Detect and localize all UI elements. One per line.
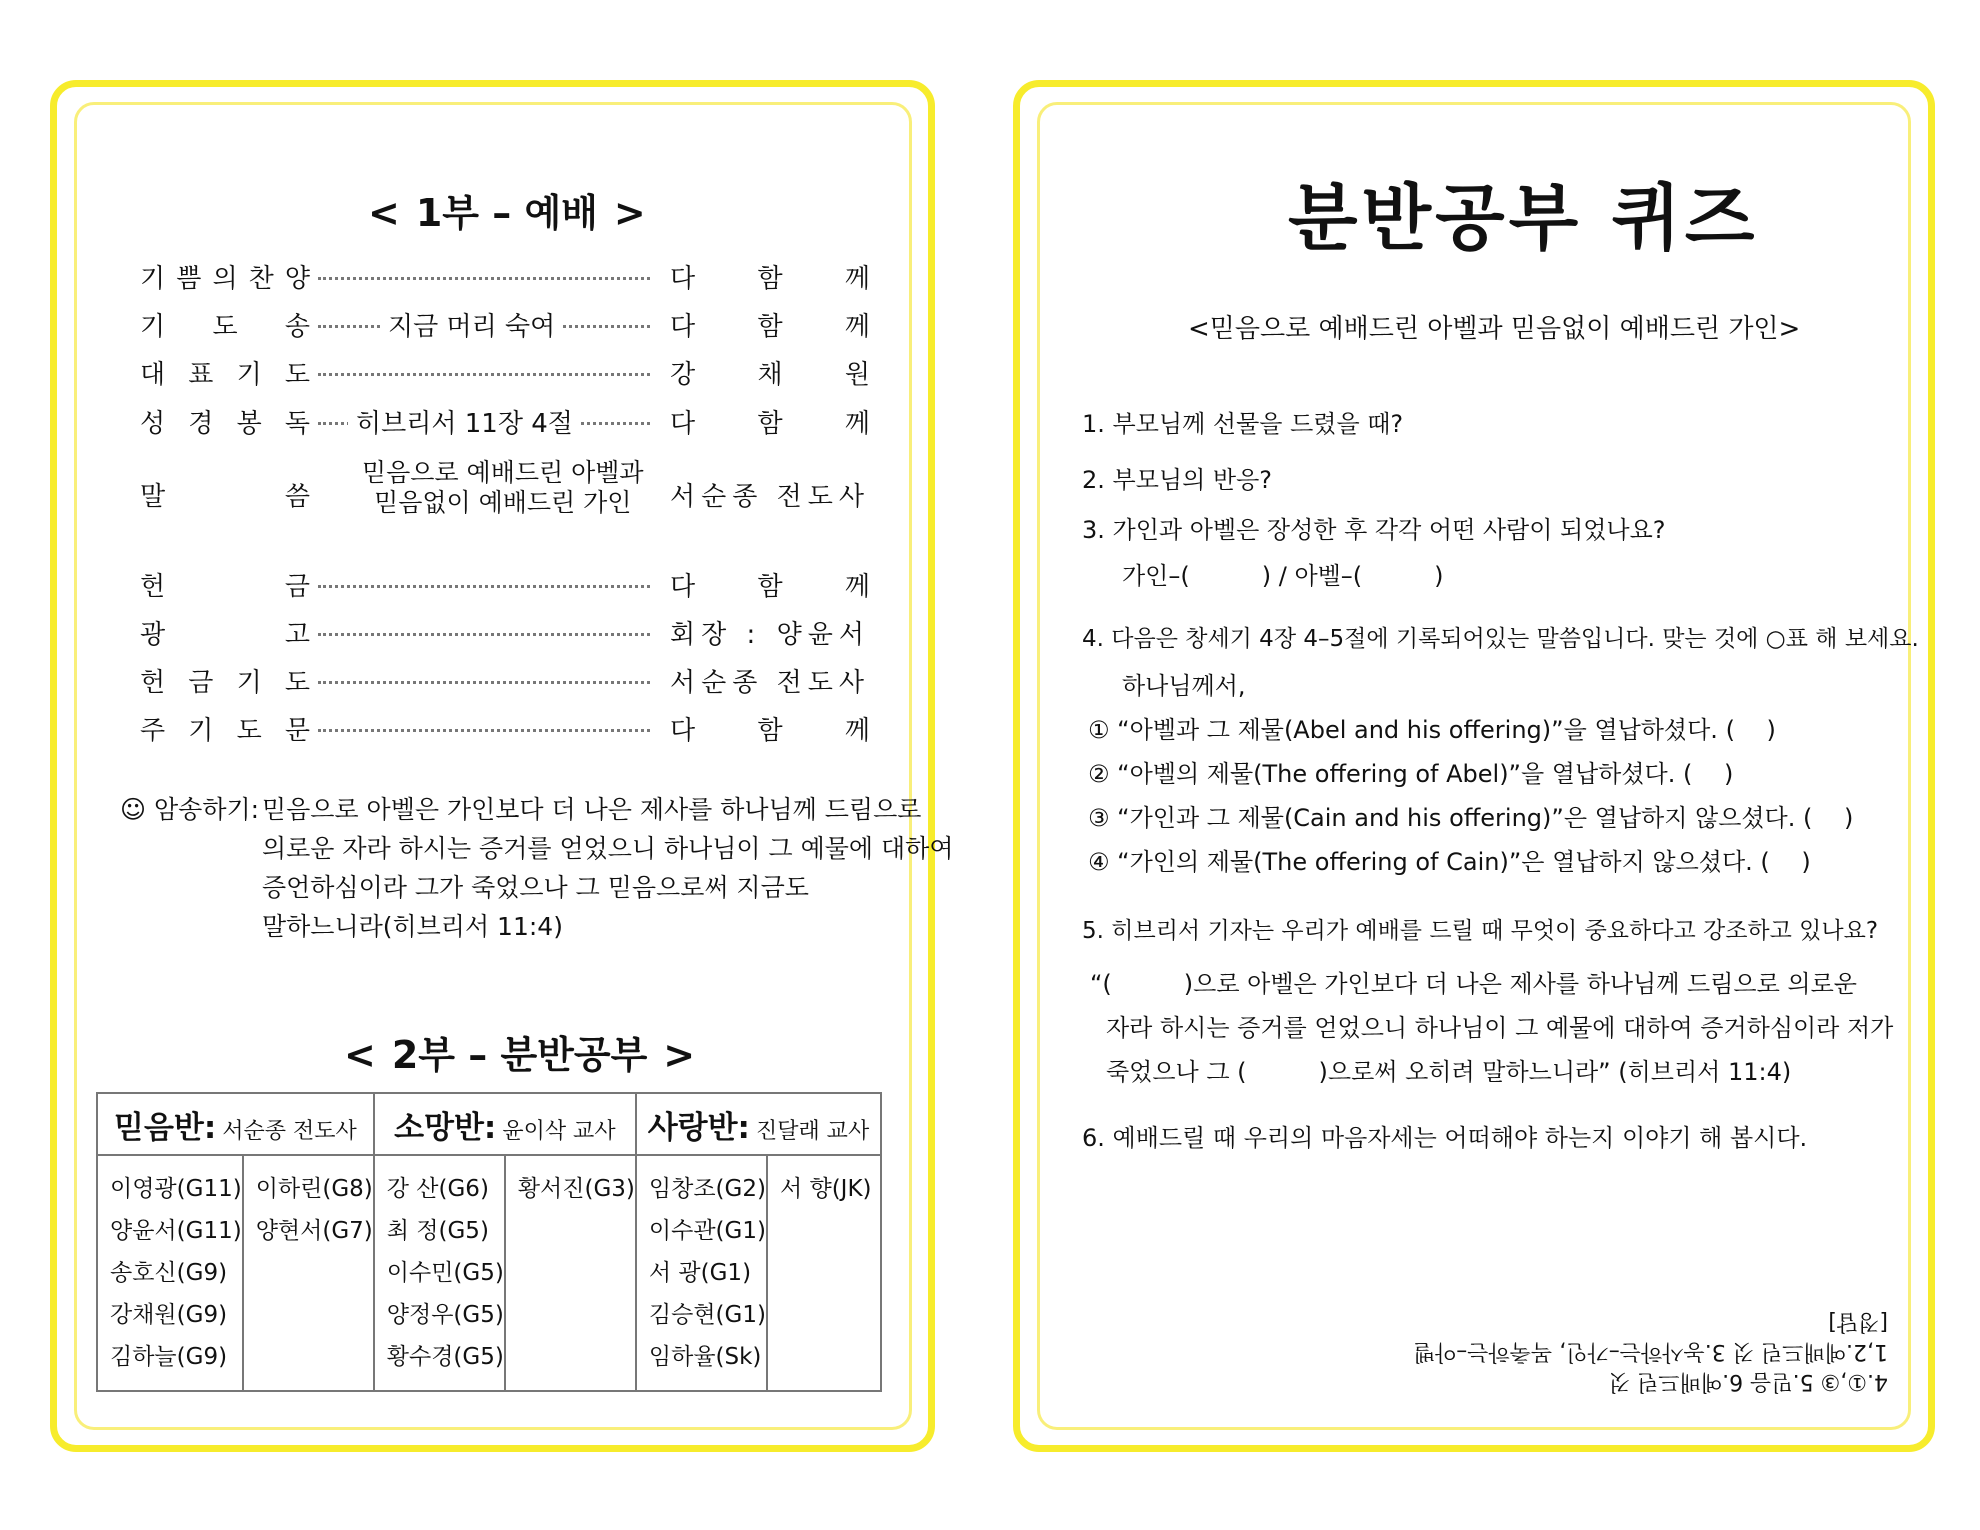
- question-4-option: ② “아벨의 제물(The offering of Abel)”을 열납하셨다. ( ): [1088, 760, 1734, 788]
- program-row: [140, 258, 880, 298]
- question-1: 1. 부모님께 선물을 드렸을 때?: [1082, 410, 1404, 438]
- memory-line: 의로운 자라 하시는 증거를 얻었으니 하나님이 그 예물에 대하여: [262, 834, 954, 863]
- question-5-line: “( )으로 아벨은 가인보다 더 나은 제사를 하나님께 드림으로 의로운: [1090, 970, 1857, 998]
- student-name: 양정우(G5): [386, 1302, 504, 1328]
- class-header-faith: 믿음반: 서순종 전도사: [97, 1093, 374, 1155]
- question-3-blank: 가인–( ) / 아벨–( ): [1122, 562, 1444, 590]
- student-name: 양윤서(G11): [110, 1218, 242, 1244]
- answer-key-upside-down: [1310, 1306, 1888, 1396]
- program-label: 광 고: [140, 620, 310, 650]
- quiz-title: 분반공부 퀴즈: [1288, 176, 1759, 260]
- dotted-leader: [318, 674, 650, 684]
- program-label: 대 표 기 도: [140, 360, 310, 390]
- program-leader: 서순종 전도사: [670, 482, 870, 512]
- question-4-option: ① “아벨과 그 제물(Abel and his offering)”을 열납하셨다. ( ): [1088, 716, 1776, 744]
- dotted-leader: [318, 626, 650, 636]
- memory-line: 말하느니라(히브리서 11:4): [262, 912, 563, 941]
- student-name: 황서진(G3): [517, 1176, 635, 1202]
- program-detail: 히브리서 11장 4절: [348, 403, 581, 440]
- student-name: 이수민(G5): [386, 1260, 504, 1286]
- question-2: 2. 부모님의 반응?: [1082, 466, 1272, 494]
- program-row: [140, 458, 880, 536]
- program-leader: 회장 : 양윤서: [670, 620, 870, 650]
- program-label: 기 도 송: [140, 312, 310, 342]
- dotted-leader: [318, 578, 650, 588]
- student-name: 최 정(G5): [386, 1218, 489, 1244]
- student-column: [243, 1155, 374, 1391]
- program-detail: 지금 머리 숙여: [380, 306, 563, 343]
- program-label: 헌 금: [140, 572, 310, 602]
- class-students-row: [97, 1155, 881, 1391]
- student-column: [636, 1155, 767, 1391]
- question-5-line: 자라 하시는 증거를 얻었으니 하나님이 그 예물에 대하여 증거하심이라 저가: [1106, 1014, 1894, 1042]
- question-5: 5. 히브리서 기자는 우리가 예배를 드릴 때 무엇이 중요하다고 강조하고 있나요?: [1082, 918, 1879, 944]
- answer-line: [정답]: [1828, 1309, 1888, 1334]
- question-4-option: ④ “가인의 제물(The offering of Cain)”은 열납하지 않으셨다. ( ): [1088, 848, 1811, 876]
- program-row: [140, 614, 880, 654]
- answer-line: 1,2.예배드린 것 3.농사하는–가인, 목축하는–아벨: [1413, 1339, 1888, 1364]
- part2-title: < 2부 – 분반공부 >: [344, 1033, 696, 1077]
- question-6: 6. 예배드릴 때 우리의 마음자세는 어떠해야 하는지 이야기 해 봅시다.: [1082, 1124, 1808, 1152]
- student-name: 황수경(G5): [386, 1344, 504, 1370]
- program-label: 말 씀: [140, 482, 310, 512]
- student-name: 강채원(G9): [110, 1302, 228, 1328]
- program-row: [140, 662, 880, 702]
- student-column: [97, 1155, 243, 1391]
- program-row: [140, 710, 880, 750]
- student-name: 김하늘(G9): [110, 1344, 228, 1370]
- program-row: [140, 306, 880, 346]
- student-name: 서 향(JK): [779, 1176, 872, 1202]
- program-leader: 서순종 전도사: [670, 668, 870, 698]
- question-3: 3. 가인과 아벨은 장성한 후 각각 어떤 사람이 되었나요?: [1082, 516, 1666, 544]
- dotted-leader: [318, 270, 650, 280]
- student-column: [767, 1155, 881, 1391]
- class-header-love: 사랑반: 진달래 교사: [636, 1093, 881, 1155]
- question-4: 4. 다음은 창세기 4장 4–5절에 기록되어있는 말씀입니다. 맞는 것에 ○표 해 보세요.: [1082, 626, 1919, 652]
- program-leader: 다 함 께: [670, 264, 870, 294]
- student-name: 이하린(G8): [255, 1176, 373, 1202]
- student-name: 강 산(G6): [386, 1176, 489, 1202]
- program-row: [140, 354, 880, 394]
- dotted-leader: [318, 366, 650, 376]
- program-label: 성 경 봉 독: [140, 409, 310, 439]
- program-leader: 다 함 께: [670, 716, 870, 746]
- student-name: 임하율(Sk): [648, 1344, 762, 1370]
- program-label: 기 쁨 의 찬 양: [140, 264, 310, 294]
- class-header-hope: 소망반: 윤이삭 교사: [374, 1093, 636, 1155]
- question-4-option: ③ “가인과 그 제물(Cain and his offering)”은 열납하지 않으셨다. ( ): [1088, 804, 1854, 832]
- program-label: 주 기 도 문: [140, 716, 310, 746]
- memory-line: 증언하심이라 그가 죽었으나 그 믿음으로써 지금도: [262, 873, 809, 902]
- memory-lead: ☺ 암송하기:: [120, 795, 260, 824]
- question-4-intro: 하나님께서,: [1122, 672, 1246, 700]
- program-leader: 다 함 께: [670, 572, 870, 602]
- class-table: [96, 1092, 882, 1392]
- student-column: [374, 1155, 505, 1391]
- program-leader: 다 함 께: [670, 409, 870, 439]
- student-name: 김승현(G1): [648, 1302, 766, 1328]
- dotted-leader: [318, 722, 650, 732]
- student-name: 이영광(G11): [110, 1176, 242, 1202]
- memory-line: 믿음으로 아벨은 가인보다 더 나은 제사를 하나님께 드림으로: [262, 795, 922, 824]
- program-leader: 다 함 께: [670, 312, 870, 342]
- student-name: 송호신(G9): [110, 1260, 228, 1286]
- student-name: 이수관(G1): [648, 1218, 766, 1244]
- smile-icon: ☺: [120, 795, 147, 824]
- question-5-line: 죽었으나 그 ( )으로써 오히려 말하느니라” (히브리서 11:4): [1106, 1058, 1792, 1086]
- program-leader: 강 채 원: [670, 360, 870, 390]
- student-name: 서 광(G1): [648, 1260, 752, 1286]
- program-row: [140, 403, 880, 443]
- sermon-title: 믿음으로 예배드린 아벨과 믿음없이 예배드린 가인: [362, 458, 644, 517]
- program-label: 헌 금 기 도: [140, 668, 310, 698]
- student-column: [505, 1155, 636, 1391]
- student-name: 양현서(G7): [255, 1218, 373, 1244]
- student-name: 임창조(G2): [648, 1176, 766, 1202]
- program-row: [140, 566, 880, 606]
- answer-line: 4.①,③ 5.믿음 6.예배드린 것: [1608, 1369, 1888, 1394]
- part1-title: < 1부 – 예배 >: [368, 191, 646, 235]
- quiz-subtitle: <믿음으로 예배드린 아벨과 믿음없이 예배드린 가인>: [1188, 314, 1801, 344]
